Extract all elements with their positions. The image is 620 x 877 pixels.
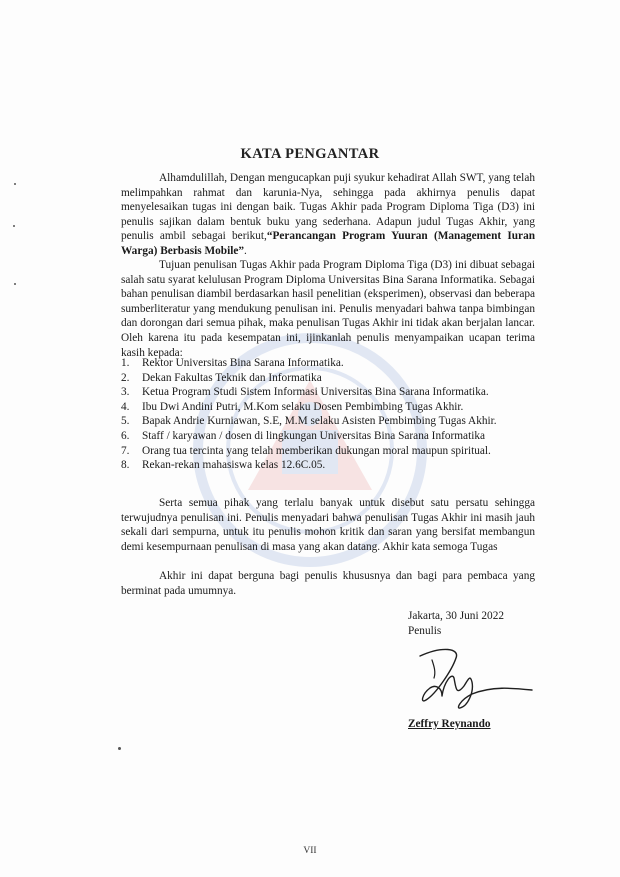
thanks-list	[121, 356, 535, 473]
list-item-number: 8.	[121, 459, 130, 472]
list-item	[121, 371, 535, 386]
hope-text: Akhir ini dapat berguna bagi penulis khususnya dan bagi para pembaca yang berminat pada umumnya.	[121, 570, 535, 597]
list-item-text: Orang tua tercinta yang telah memberikan dukungan moral maupun spiritual.	[142, 444, 491, 457]
list-item-number: 7.	[121, 444, 130, 457]
list-item-text: Bapak Andrie Kurniawan, S.E, M.M selaku Asisten Pembimbing Tugas Akhir.	[142, 415, 497, 428]
thesis-title: “Perancangan Program Yuuran (Management Iuran Warga) Berbasis Mobile”	[121, 230, 536, 257]
scan-speck	[118, 747, 121, 750]
place-date: Jakarta, 30 Juni 2022	[408, 610, 505, 622]
intro-paragraph	[121, 171, 535, 259]
list-item-number: 2.	[121, 371, 130, 384]
handwritten-signature	[412, 642, 534, 712]
scan-speck	[14, 283, 16, 285]
list-item	[121, 356, 535, 371]
page-title: KATA PENGANTAR	[240, 146, 380, 162]
list-item-number: 5.	[121, 415, 130, 428]
acknowledgement-paragraph	[121, 496, 535, 554]
list-item-number: 6.	[121, 429, 130, 442]
list-item	[121, 458, 535, 473]
author-name: Zeffry Reynando	[408, 718, 491, 730]
scan-speck	[13, 225, 15, 227]
intro-end: .	[244, 244, 247, 257]
list-item-number: 3.	[121, 386, 130, 399]
list-item	[121, 429, 535, 444]
purpose-text: Tujuan penulisan Tugas Akhir pada Program Diploma Tiga (D3) ini dibuat sebagai salah satu syarat kelulusan Program Diploma Universitas Bina Sarana Informatika. Sebagai bahan penulisan diambil berdasarkan hasil penelitian (eksperimen), observasi dan beberapa sumberliteratur yang mendukung penulisan ini. Penulis menyadari bahwa tanpa bimbingan dan dorongan dari semua pihak, maka penulisan Tugas Akhir ini tidak akan berjalan lancar. Oleh karena itu pada kesempatan ini, ijinkanlah penulis menyampaikan ucapan terima kasih kepada:	[121, 259, 535, 359]
list-item-number: 4.	[121, 400, 130, 413]
list-item-text: Staff / karyawan / dosen di lingkungan Universitas Bina Sarana Informatika	[142, 429, 486, 442]
list-item-text: Ibu Dwi Andini Putri, M.Kom selaku Dosen Pembimbing Tugas Akhir.	[142, 400, 464, 413]
hope-paragraph	[121, 569, 535, 598]
list-item-text: Rektor Universitas Bina Sarana Informatika.	[142, 357, 344, 369]
closing-block	[408, 609, 504, 638]
list-item	[121, 385, 535, 400]
list-item-number: 1.	[121, 357, 130, 369]
scan-speck	[14, 183, 16, 185]
list-item-text: Rekan-rekan mahasiswa kelas 12.6C.05.	[142, 459, 326, 472]
list-item-text: Ketua Program Studi Sistem Informasi Universitas Bina Sarana Informatika.	[142, 386, 489, 399]
list-item	[121, 414, 535, 429]
author-role: Penulis	[408, 624, 442, 637]
list-item	[121, 400, 535, 415]
list-item	[121, 444, 535, 459]
acknowledgement-text: Serta semua pihak yang terlalu banyak untuk disebut satu persatu sehingga terwujudnya penulisan ini. Penulis menyadari bahwa penulisan Tugas Akhir ini masih jauh sekali dari sempurna, untuk itu penulis mohon kritik dan saran yang bersifat membangun demi kesempurnaan penulisan di masa yang akan datang. Akhir kata semoga Tugas	[121, 497, 535, 553]
list-item-text: Dekan Fakultas Teknik dan Informatika	[142, 371, 322, 384]
purpose-paragraph	[121, 258, 535, 360]
page-number: VII	[303, 846, 317, 856]
intro-text: Alhamdulillah, Dengan mengucapkan puji syukur kehadirat Allah SWT, yang telah melimpahkan rahmat dan karunia-Nya, sehingga pada akhirnya penulis dapat menyelesaikan tugas ini dengan baik. Tugas Akhir pada Program Diploma Tiga (D3) ini penulis sajikan dalam bentuk buku yang sederhana. Adapun judul Tugas Akhir, yang penulis ambil sebagai berikut,	[121, 172, 535, 243]
